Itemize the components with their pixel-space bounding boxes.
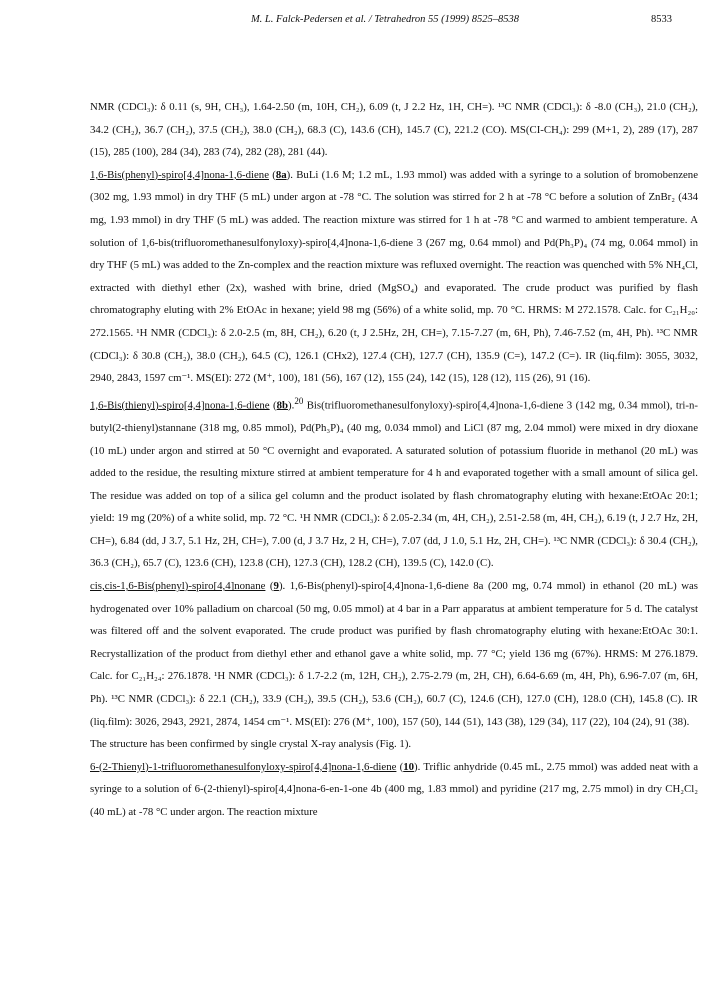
compound-title: cis,cis-1,6-Bis(phenyl)-spiro[4,4]nonane	[90, 580, 266, 593]
paragraph-text: The structure has been confirmed by single crystal X-ray analysis (Fig. 1).	[90, 738, 412, 751]
compound-number: 9	[273, 580, 279, 593]
running-head: M. L. Falck-Pedersen et al. / Tetrahedron 55 (1999) 8525–8538	[250, 14, 520, 25]
paragraph-text: Triflic anhydride (0.45 mL, 2.75 mmol) was added neat with a syringe to a solution of 6-(2-thienyl)-spiro[4,4]nona-6-en-1-one 4b (400 mg, 1.83 mmol) and pyridine (217 mg, 2.75 mmol) in dry CH₂Cl₂ (40 mL) at -78 °C under argon. The reaction mixture	[90, 760, 698, 818]
paragraph-text: BuLi (1.6 M; 1.2 mL, 1.93 mmol) was added with a syringe to a solution of bromobenzene (302 mg, 1.93 mmol) in dry THF (5 mL) under argon at -78 °C. The solution was stirred for 2 h at -78 °C before a solution of ZnBr₂ (434 mg, 1.93 mmol) in dry THF (5 mL) was added. The reaction mixture was stirred for 1 h at -78 °C and warmed to ambient temperature. A solution of 1,6-bis(trifluoromethanesulfonyloxy)-spiro[4,4]nona-1,6-diene 3 (267 mg, 0.64 mmol) and Pd(Ph₃P)₄ (74 mg, 0.064 mmol) in dry THF (5 mL) was added to the Zn-complex and the reaction mixture was refluxed overnight. The reaction was quenched with 5% NH₄Cl, extracted with diethyl ether (2x), washed with brine, dried (MgSO₄) and evaporated. The crude product was purified by flash chromatography eluting with 2% EtOAc in hexane; yield 98 mg (56%) of a white solid, mp. 70 °C. HRMS: M 272.1578. Calc. for C₂₁H₂₀: 272.1565. ¹H NMR (CDCl₃): δ 2.0-2.5 (m, 8H, CH₂), 6.20 (t, J 2.5Hz, 2H, CH=), 7.15-7.27 (m, 6H, Ph), 7.46-7.52 (m, 4H, Ph). ¹³C NMR (CDCl₃): δ 30.8 (CH₂), 38.0 (CH₂), 64.5 (C), 126.1 (CHx2), 127.4 (CH), 127.7 (CH), 135.9 (C=), 147.2 (C=). IR (liq.film): 3055, 3032, 2940, 2843, 1597 cm⁻¹. MS(EI): 272 (M⁺, 100), 181 (56), 167 (12), 155 (24), 142 (15), 128 (12), 115 (26), 91 (16).	[90, 168, 698, 385]
paragraph-text: NMR (CDCl₃): δ 0.11 (s, 9H, CH₃), 1.64-2.50 (m, 10H, CH₂), 6.09 (t, J 2.2 Hz, 1H, CH=). ¹³C NMR (CDCl₃): δ -8.0 (CH₃), 21.0 (CH₂), 34.2 (CH₂), 36.7 (CH₂), 37.5 (CH₂), 38.0 (CH₂), 68.3 (C), 143.6 (CH), 145.7 (C), 221.2 (CO). MS(CI-CH₄): 299 (M+1, 2), 289 (17), 287 (15), 285 (100), 284 (34), 283 (74), 282 (28), 281 (44).	[90, 101, 698, 159]
paragraph-text: 1,6-Bis(phenyl)-spiro[4,4]nona-1,6-diene 8a (200 mg, 0.74 mmol) in ethanol (20 mL) was hydrogenated over 10% palladium on charcoal (50 mg, 0.05 mmol) at 4 bar in a Parr apparatus at ambient temperature for 5 d. The catalyst was filtered off and the solvent evaporated. The crude product was purified by flash chromatography eluting with hexane:EtOAc 30:1. Recrystallization of the product from diethyl ether and ethanol gave a white solid, mp. 77 °C; yield 136 mg (67%). HRMS: M 276.1879. Calc. for C₂₁H₂₄: 276.1878. ¹H NMR (CDCl₃): δ 1.7-2.2 (m, 12H, CH₂), 2.75-2.79 (m, 2H, CH), 6.64-6.69 (m, 4H, Ph), 6.96-7.07 (m, 6H, Ph). ¹³C NMR (CDCl₃): δ 22.1 (CH₂), 33.9 (CH₂), 39.5 (CH₂), 53.6 (CH₂), 60.7 (C), 124.6 (CH), 127.0 (CH), 128.0 (CH), 145.8 (C). IR (liq.film): 3026, 2943, 2921, 2874, 1454 cm⁻¹. MS(EI): 276 (M⁺, 100), 157 (50), 144 (51), 143 (38), 129 (34), 117 (22), 104 (24), 91 (38).	[90, 580, 698, 728]
paragraph-nmr-continuation	[90, 96, 698, 164]
article-body	[90, 96, 698, 824]
paragraph-xray-note	[90, 733, 698, 756]
paragraph-compound-8a: 1,6-Bis(phenyl)-spiro[4,4]nona-1,6-diene (8a). BuLi (1.6 M; 1.2 mL, 1.93 mmol) was added with a syringe to a solution of bromobenzene (302 mg, 1.93 mmol) in dry THF (5 mL) under argon at -78 °C. The solution was stirred for 2 h at -78 °C before a solution of ZnBr₂ (434 mg, 1.93 mmol) in dry THF (5 mL) was added. The reaction mixture was stirred for 1 h at -78 °C and warmed to ambient temperature. A solution of 1,6-bis(trifluoromethanesulfonyloxy)-spiro[4,4]nona-1,6-diene 3 (267 mg, 0.64 mmol) and Pd(Ph₃P)₄ (74 mg, 0.064 mmol) in dry THF (5 mL) was added to the Zn-complex and the reaction mixture was refluxed overnight. The reaction was quenched with 5% NH₄Cl, extracted with diethyl ether (2x), washed with brine, dried (MgSO₄) and evaporated. The crude product was purified by flash chromatography eluting with 2% EtOAc in hexane; yield 98 mg (56%) of a white solid, mp. 70 °C. HRMS: M 272.1578. Calc. for C₂₁H₂₀: 272.1565. ¹H NMR (CDCl₃): δ 2.0-2.5 (m, 8H, CH₂), 6.20 (t, J 2.5Hz, 2H, CH=), 7.15-7.27 (m, 6H, Ph), 7.46-7.52 (m, 4H, Ph). ¹³C NMR (CDCl₃): δ 30.8 (CH₂), 38.0 (CH₂), 64.5 (C), 126.1 (CHx2), 127.4 (CH), 127.7 (CH), 135.9 (C=), 147.2 (C=). IR (liq.film): 3055, 3032, 2940, 2843, 1597 cm⁻¹. MS(EI): 272 (M⁺, 100), 181 (56), 167 (12), 155 (24), 142 (15), 128 (12), 115 (26), 91 (16).	[90, 168, 698, 385]
compound-number: 8a	[275, 168, 287, 181]
paragraph-compound-8b: 1,6-Bis(thienyl)-spiro[4,4]nona-1,6-diene (8b).$^{20}$ Bis(trifluoromethanesulfonyloxy)-spiro[4,4]nona-1,6-diene 3 (142 mg, 0.34 mmol), tri-n-butyl(2-thienyl)stannane (318 mg, 0.85 mmol), Pd(Ph₃P)₄ (40 mg, 0.034 mmol) and LiCl (87 mg, 2.04 mmol) were mixed in dry dioxane (10 mL) under argon and stirred at 50 °C overnight and evaporated. A saturated solution of potassium fluoride in methanol (20 mL) was added to the residue, the resulting mixture stirred at ambient temperature for 4 h and evaporated together with a small amount of silica gel. The residue was added on top of a silica gel column and the product isolated by flash chromatography eluting with hexane:EtOAc 20:1; yield: 19 mg (20%) of a white solid, mp. 72 °C. ¹H NMR (CDCl₃): δ 2.05-2.34 (m, 4H, CH₂), 2.51-2.58 (m, 4H, CH₂), 6.19 (t, J 2.7 Hz, 2H, CH=), 6.84 (dd, J 3.7, 5.1 Hz, 2H, CH=), 7.00 (d, J 3.7 Hz, 2 H, CH=), 7.07 (dd, J 1.0, 5.1 Hz, 2H, CH=). ¹³C NMR (CDCl₃): δ 30.4 (CH₂), 36.3 (CH₂), 65.7 (C), 123.6 (CH), 123.8 (CH), 127.3 (CH), 128.2 (CH), 139.5 (C), 142.0 (C).	[90, 395, 699, 570]
compound-title: 6-(2-Thienyl)-1-trifluoromethanesulfonyloxy-spiro[4,4]nona-1,6-diene	[90, 760, 397, 773]
paragraph-text: Bis(trifluoromethanesulfonyloxy)-spiro[4,4]nona-1,6-diene 3 (142 mg, 0.34 mmol), tri-n-butyl(2-thienyl)stannane (318 mg, 0.85 mmol), Pd(Ph₃P)₄ (40 mg, 0.034 mmol) and LiCl (87 mg, 2.04 mmol) were mixed in dry dioxane (10 mL) under argon and stirred at 50 °C overnight and evaporated. A saturated solution of potassium fluoride in methanol (20 mL) was added to the residue, the resulting mixture stirred at ambient temperature for 4 h and evaporated together with a small amount of silica gel. The residue was added on top of a silica gel column and the product isolated by flash chromatography eluting with hexane:EtOAc 20:1; yield: 19 mg (20%) of a white solid, mp. 72 °C. ¹H NMR (CDCl₃): δ 2.05-2.34 (m, 4H, CH₂), 2.51-2.58 (m, 4H, CH₂), 6.19 (t, J 2.7 Hz, 2H, CH=), 6.84 (dd, J 3.7, 5.1 Hz, 2H, CH=), 7.00 (d, J 3.7 Hz, 2 H, CH=), 7.07 (dd, J 1.0, 5.1 Hz, 2H, CH=). ¹³C NMR (CDCl₃): δ 30.4 (CH₂), 36.3 (CH₂), 65.7 (C), 123.6 (CH), 123.8 (CH), 127.3 (CH), 128.2 (CH), 139.5 (C), 142.0 (C).	[90, 399, 699, 570]
page-header	[90, 14, 680, 34]
paragraph-compound-10: 6-(2-Thienyl)-1-trifluoromethanesulfonyloxy-spiro[4,4]nona-1,6-diene (10). Triflic anhydride (0.45 mL, 2.75 mmol) was added neat with a syringe to a solution of 6-(2-thienyl)-spiro[4,4]nona-6-en-1-one 4b (400 mg, 1.83 mmol) and pyridine (217 mg, 2.75 mmol) in dry CH₂Cl₂ (40 mL) at -78 °C under argon. The reaction mixture	[90, 760, 698, 818]
page-number: 8533	[651, 14, 672, 25]
compound-title: 1,6-Bis(phenyl)-spiro[4,4]nona-1,6-diene	[90, 168, 270, 181]
reference-superscript: 20	[294, 395, 304, 406]
paragraph-compound-9: cis,cis-1,6-Bis(phenyl)-spiro[4,4]nonane (9). 1,6-Bis(phenyl)-spiro[4,4]nona-1,6-diene 8a (200 mg, 0.74 mmol) in ethanol (20 mL) was hydrogenated over 10% palladium on charcoal (50 mg, 0.05 mmol) at 4 bar in a Parr apparatus at ambient temperature for 5 d. The catalyst was filtered off and the solvent evaporated. The crude product was purified by flash chromatography eluting with hexane:EtOAc 30:1. Recrystallization of the product from diethyl ether and ethanol gave a white solid, mp. 77 °C; yield 136 mg (67%). HRMS: M 276.1879. Calc. for C₂₁H₂₄: 276.1878. ¹H NMR (CDCl₃): δ 1.7-2.2 (m, 12H, CH₂), 2.75-2.79 (m, 2H, CH), 6.64-6.69 (m, 4H, Ph), 6.96-7.07 (m, 6H, Ph). ¹³C NMR (CDCl₃): δ 22.1 (CH₂), 33.9 (CH₂), 39.5 (CH₂), 53.6 (CH₂), 60.7 (C), 124.6 (CH), 127.0 (CH), 128.0 (CH), 145.8 (C). IR (liq.film): 3026, 2943, 2921, 2874, 1454 cm⁻¹. MS(EI): 276 (M⁺, 100), 157 (50), 144 (51), 143 (38), 129 (34), 117 (22), 104 (24), 91 (38).	[90, 580, 698, 728]
compound-number: 8b	[276, 399, 289, 412]
compound-title: 1,6-Bis(thienyl)-spiro[4,4]nona-1,6-diene	[90, 399, 270, 412]
compound-number: 10	[403, 760, 415, 773]
